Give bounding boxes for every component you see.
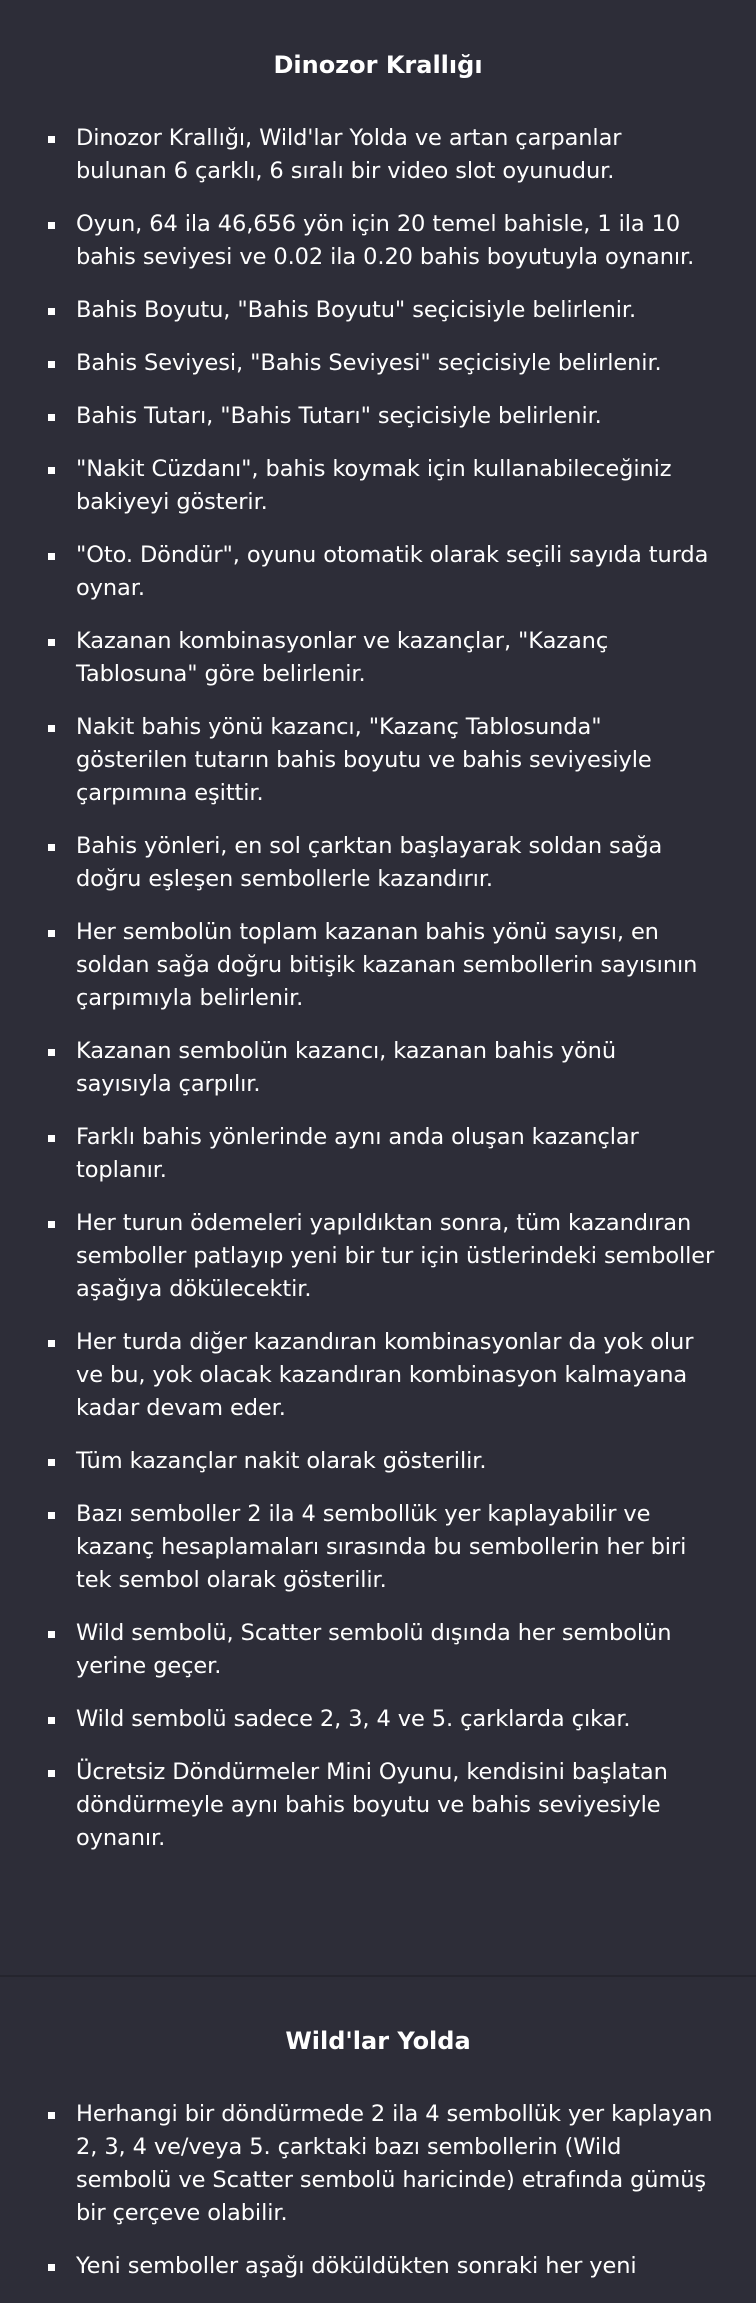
bullet-icon: [48, 222, 55, 229]
rule-text: Her turun ödemeleri yapıldıktan sonra, tüm kazandıran semboller patlayıp yeni bir tur için üstlerindeki semboller aşağıya dökülecektir.: [76, 1210, 715, 1302]
bullet-icon: [48, 414, 55, 421]
rules-list: [0, 2098, 756, 2283]
bullet-icon: [48, 725, 55, 732]
rule-item: [76, 1326, 716, 1425]
section-title: Dinozor Krallığı: [273, 51, 483, 79]
rule-item: [76, 1756, 716, 1855]
rule-text: Wild sembolü sadece 2, 3, 4 ve 5. çarklarda çıkar.: [76, 1706, 631, 1732]
rule-item: [76, 711, 716, 810]
bullet-icon: [48, 2112, 55, 2119]
section-divider: [0, 1975, 756, 1977]
rule-item: [76, 539, 716, 605]
rule-text: Bahis Boyutu, "Bahis Boyutu" seçicisiyle belirlenir.: [76, 297, 637, 323]
bullet-icon: [48, 1459, 55, 1466]
rule-item: [76, 400, 716, 433]
rule-item: [76, 1498, 716, 1597]
rule-text: Wild sembolü, Scatter sembolü dışında her sembolün yerine geçer.: [76, 1620, 672, 1679]
bullet-icon: [48, 136, 55, 143]
bullet-icon: [48, 1770, 55, 1777]
rule-text: Oyun, 64 ila 46,656 yön için 20 temel bahisle, 1 ila 10 bahis seviyesi ve 0.02 ila 0.20 bahis boyutuyla oynanır.: [76, 211, 695, 270]
rule-text: Ücretsiz Döndürmeler Mini Oyunu, kendisini başlatan döndürmeyle aynı bahis boyutu ve bahis seviyesiyle oynanır.: [76, 1759, 668, 1851]
rule-item: [76, 830, 716, 896]
rule-text: Bazı semboller 2 ila 4 sembollük yer kaplayabilir ve kazanç hesaplamaları sırasında bu sembollerin her biri tek sembol olarak gösterilir.: [76, 1501, 687, 1593]
rule-item: [76, 1617, 716, 1683]
bullet-icon: [48, 361, 55, 368]
rule-text: Kazanan kombinasyonlar ve kazançlar, "Kazanç Tablosuna" göre belirlenir.: [76, 628, 609, 687]
rule-item: [76, 916, 716, 1015]
bullet-icon: [48, 1512, 55, 1519]
rule-item: [76, 625, 716, 691]
rule-text: "Oto. Döndür", oyunu otomatik olarak seçili sayıda turda oynar.: [76, 542, 709, 601]
rule-item: [76, 1703, 716, 1736]
rule-text: "Nakit Cüzdanı", bahis koymak için kullanabileceğiniz bakiyeyi gösterir.: [76, 456, 672, 515]
bullet-icon: [48, 639, 55, 646]
rules-list: [0, 122, 756, 1855]
rule-item: [76, 2098, 716, 2230]
rule-text: Bahis Seviyesi, "Bahis Seviyesi" seçicisiyle belirlenir.: [76, 350, 662, 376]
section-title: Wild'lar Yolda: [285, 2027, 471, 2055]
rule-item: [76, 208, 716, 274]
bullet-icon: [48, 1049, 55, 1056]
bullet-icon: [48, 308, 55, 315]
rule-text: Nakit bahis yönü kazancı, "Kazanç Tablosunda" gösterilen tutarın bahis boyutu ve bahis seviyesiyle çarpımına eşittir.: [76, 714, 652, 806]
bullet-icon: [48, 1221, 55, 1228]
rule-item: [76, 2250, 716, 2283]
rule-text: Herhangi bir döndürmede 2 ila 4 sembollük yer kaplayan 2, 3, 4 ve/veya 5. çarktaki bazı sembollerin (Wild sembolü ve Scatter sembolü haricinde) etrafında gümüş bir çerçeve olabilir.: [76, 2101, 713, 2226]
bullet-icon: [48, 1717, 55, 1724]
bullet-icon: [48, 467, 55, 474]
rule-text: Yeni semboller aşağı döküldükten sonraki her yeni: [76, 2253, 637, 2279]
bullet-icon: [48, 930, 55, 937]
rule-text: Her sembolün toplam kazanan bahis yönü sayısı, en soldan sağa doğru bitişik kazanan sembollerin sayısının çarpımıyla belirlenir.: [76, 919, 698, 1011]
rule-text: Tüm kazançlar nakit olarak gösterilir.: [76, 1448, 487, 1474]
rule-text: Bahis Tutarı, "Bahis Tutarı" seçicisiyle belirlenir.: [76, 403, 602, 429]
rule-text: Farklı bahis yönlerinde aynı anda oluşan kazançlar toplanır.: [76, 1124, 639, 1183]
rule-item: [76, 1121, 716, 1187]
rule-text: Kazanan sembolün kazancı, kazanan bahis yönü sayısıyla çarpılır.: [76, 1038, 617, 1097]
bullet-icon: [48, 1135, 55, 1142]
rule-item: [76, 1207, 716, 1306]
bullet-icon: [48, 2264, 55, 2271]
rule-item: [76, 347, 716, 380]
bullet-icon: [48, 1340, 55, 1347]
rule-text: Her turda diğer kazandıran kombinasyonlar da yok olur ve bu, yok olacak kazandıran kombinasyon kalmayana kadar devam eder.: [76, 1329, 694, 1421]
rule-item: [76, 1445, 716, 1478]
rule-item: [76, 122, 716, 188]
rule-item: [76, 294, 716, 327]
rule-item: [76, 1035, 716, 1101]
bullet-icon: [48, 1631, 55, 1638]
bullet-icon: [48, 844, 55, 851]
section-wildlar-yolda: [0, 2026, 756, 2303]
rule-item: [76, 453, 716, 519]
bullet-icon: [48, 553, 55, 560]
rule-text: Bahis yönleri, en sol çarktan başlayarak soldan sağa doğru eşleşen sembollerle kazandırır.: [76, 833, 663, 892]
rule-text: Dinozor Krallığı, Wild'lar Yolda ve artan çarpanlar bulunan 6 çarklı, 6 sıralı bir video slot oyunudur.: [76, 125, 622, 184]
